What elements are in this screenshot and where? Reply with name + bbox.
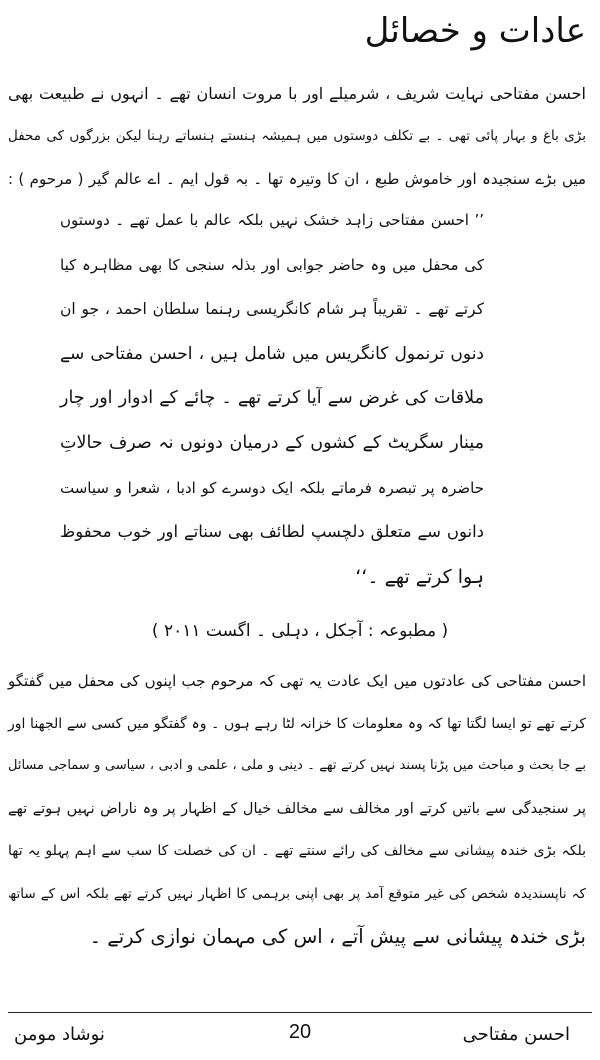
footer-author: نوشاد مومن (14, 1024, 105, 1045)
quote-line: دانوں سے متعلق دلچسپ لطائف بھی سناتے اور خوب محفوظ (60, 522, 484, 542)
paragraph-line: بڑی خندہ پیشانی سے پیش آتے ، اس کی مہمان نوازی کرتے ۔ (89, 924, 586, 948)
quote-line: ہوا کرتے تھے ۔‘‘ (355, 565, 484, 588)
paragraph-line: بلکہ بڑی خندہ پیشانی سے مخالف کی رائے سنتے تھے ۔ ان کی خصلت کا سب سے اہم پہلو یہ تھا (8, 843, 586, 860)
paragraph-habits (8, 660, 586, 958)
paragraph-line: بے جا بحث و مباحث میں پڑنا پسند نہیں کرتے تھے ۔ دینی و ملی ، علمی و ادبی ، سیاسی و سماجی مسائل (8, 758, 586, 774)
paragraph-line: احسن مفتاحی نہایت شریف ، شرمیلے اور با مروت انسان تھے ۔ انہوں نے طبیعت بھی (8, 84, 586, 103)
quote-line: ملاقات کی غرض سے آیا کرتے تھے ۔ چائے کے ادوار اور چار (60, 388, 484, 409)
footer-book-title: احسن مفتاحی (462, 1024, 570, 1045)
quote-line: کرتے تھے ۔ تقریباً ہر شام کانگریسی رہنما سلطان احمد ، جو ان (60, 300, 484, 319)
quote-line: کی محفل میں وہ حاضر جوابی اور بذلہ سنجی کا بھی مظاہرہ کیا (60, 255, 484, 274)
quote-line: مینار سگریٹ کے کشوں کے درمیان دونوں نہ صرف حالاتِ (60, 432, 484, 453)
paragraph-line: کرتے تھے تو ایسا لگتا تھا کہ وہ معلومات کا خزانہ لٹا رہے ہوں ۔ وہ گفتگو میں کسی سے الجھنا اور (8, 715, 586, 732)
paragraph-line: بڑی باغ و بہار پائی تھی ۔ بے تکلف دوستوں میں ہمیشہ ہنستے ہنساتے رہنا لیکن بزرگوں کی محفل (8, 128, 586, 144)
paragraph-line: کہ ناپسندیدہ شخص کی غیر متوقع آمد پر بھی اپنی برہمی کا اظہار نہیں کرتے تھے بلکہ اس کے ساتھ (8, 885, 586, 902)
paragraph-line: پر سنجیدگی سے باتیں کرتے اور مخالف سے مخالف خیال کے اظہار پر وہ ناراض نہیں ہوتے تھے (8, 800, 586, 817)
quote-line: ’’ احسن مفتاحی زاہد خشک نہیں بلکہ عالم با عمل تھے ۔ دوستوں (60, 211, 484, 229)
quote-line: دنوں ترنمول کانگریس میں شامل ہیں ، احسن مفتاحی سے (60, 343, 484, 364)
paragraph-line: میں بڑے سنجیدہ اور خاموش طبع ، ان کا وتیرہ تھا ۔ بہ قول ایم ۔ اے عالم گیر ( مرحوم ) : (8, 170, 586, 188)
chapter-heading: عادات و خصائل (364, 11, 586, 51)
paragraph-intro (8, 72, 586, 201)
footer-divider (8, 1012, 592, 1013)
quote-citation: ( مطبوعہ : آجکل ، دہلی ۔ اگست ۲۰۱۱ ) (151, 621, 449, 641)
block-quote (60, 198, 484, 599)
paragraph-line: احسن مفتاحی کی عادتوں میں ایک عادت یہ تھی کہ مرحوم جب اپنوں کی محفل میں گفتگو (8, 672, 586, 690)
quote-line: حاضرہ پر تبصرہ فرماتے بلکہ ایک دوسرے کو ادبا ، شعرا و سیاست (60, 478, 484, 497)
page-number: 20 (288, 1021, 312, 1043)
